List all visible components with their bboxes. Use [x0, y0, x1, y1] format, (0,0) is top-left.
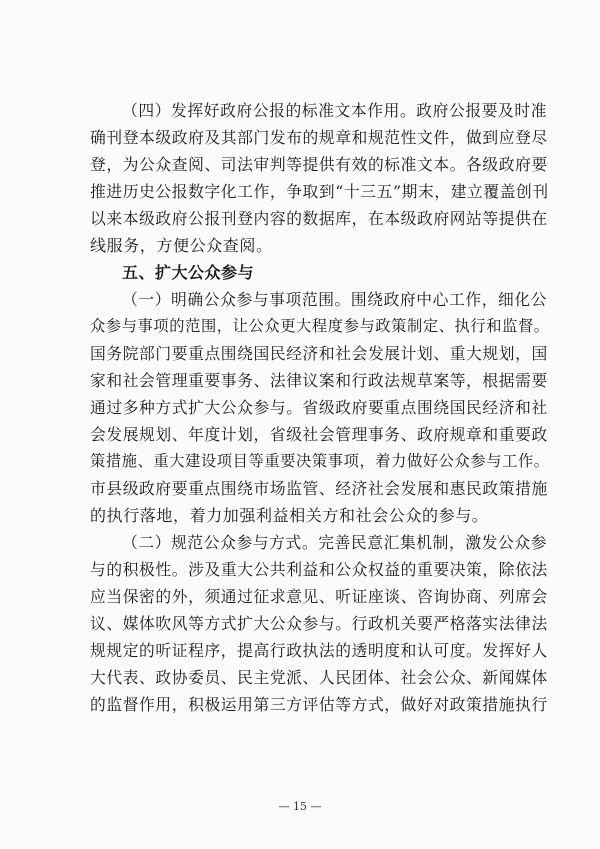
text-line: 应当保密的外，须通过征求意见、听证座谈、咨询协商、列席会	[90, 587, 548, 606]
text-line: 国务院部门要重点围绕国民经济和社会发展计划、重大规划，国	[90, 344, 548, 363]
text-line: 线服务，方便公众查阅。	[90, 236, 273, 255]
text-line: 会发展规划、年度计划，省级社会管理事务、政府规章和重要政	[90, 425, 548, 444]
text-line: 的执行落地，着力加强利益相关方和社会公众的参与。	[90, 506, 489, 525]
text-line: 登，为公众查阅、司法审判等提供有效的标准文本。各级政府要	[90, 155, 548, 174]
text-line: 市县级政府要重点围绕市场监管、经济社会发展和惠民政策措施	[90, 479, 548, 498]
text-line: （二）规范公众参与方式。完善民意汇集机制，激发公众参	[122, 533, 548, 552]
text-line: 议、媒体吹风等方式扩大公众参与。行政机关要严格落实法律法	[90, 614, 548, 633]
text-line: 与的积极性。涉及重大公共利益和公众权益的重要决策，除依法	[90, 560, 548, 579]
text-line: 以来本级政府公报刊登内容的数据库，在本级政府网站等提供在	[90, 209, 548, 228]
section-heading: 五、扩大公众参与	[122, 263, 255, 282]
text-line: 众参与事项的范围，让公众更大程度参与政策制定、执行和监督。	[90, 317, 550, 335]
page-number: — 15 —	[278, 800, 322, 813]
text-line: （一）明确公众参与事项范围。围绕政府中心工作，细化公	[122, 290, 548, 309]
text-line: 大代表、政协委员、民主党派、人民团体、社会公众、新闻媒体	[90, 668, 548, 687]
text-line: 策措施、重大建设项目等重要决策事项，着力做好公众参与工作。	[90, 452, 550, 470]
text-line: 确刊登本级政府及其部门发布的规章和规范性文件，做到应登尽	[90, 128, 548, 147]
body-text	[90, 97, 552, 718]
text-line: 规规定的听证程序，提高行政执法的透明度和认可度。发挥好人	[90, 641, 548, 660]
text-line: 的监督作用，积极运用第三方评估等方式，做好对政策措施执行	[90, 695, 548, 714]
text-line: 通过多种方式扩大公众参与。省级政府要重点围绕国民经济和社	[90, 398, 548, 417]
text-line: 家和社会管理重要事务、法律议案和行政法规草案等，根据需要	[90, 371, 548, 390]
text-line: 推进历史公报数字化工作，争取到“十三五”期末，建立覆盖创刊	[90, 182, 549, 201]
text-line: （四）发挥好政府公报的标准文本作用。政府公报要及时准	[122, 101, 548, 120]
